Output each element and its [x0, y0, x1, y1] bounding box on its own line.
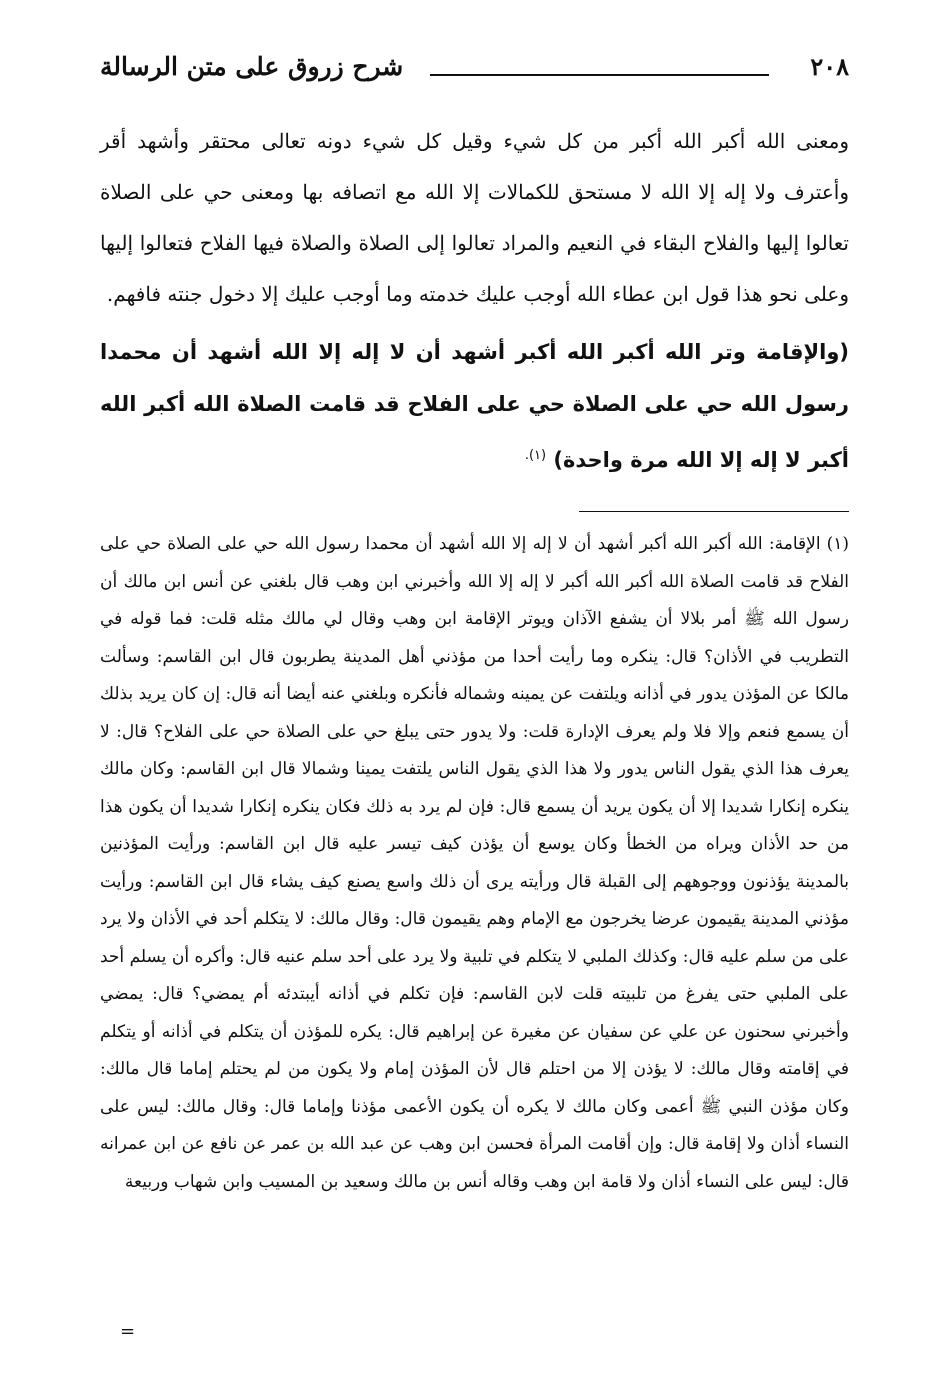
running-title: شرح زروق على متن الرسالة	[100, 52, 404, 81]
main-text	[100, 116, 849, 486]
footnote-reference: (١).	[524, 448, 547, 463]
footnote-1	[100, 526, 849, 1201]
footnote-marker: (١)	[826, 534, 849, 554]
footnote-separator	[579, 511, 849, 512]
page-number: ٢٠٨	[810, 52, 849, 81]
matn-text: (والإقامة وتر الله أكبر الله أكبر أشهد أن لا إله إلا الله أشهد أن محمدا رسول الله حي على الصلاة حي على الفلاح قد قامت الصلاة الله أكبر الله أكبر لا إله إلا الله مرة واحدة)	[100, 340, 849, 472]
page-header	[100, 52, 849, 96]
matn-paragraph	[100, 326, 849, 486]
footnotes	[100, 526, 849, 1201]
footnote-text: الإقامة: الله أكبر الله أكبر أشهد أن لا إله إلا الله أشهد أن محمدا رسول الله حي على الصلاة حي على الفلاح قد قامت الصلاة الله أكبر الله أكبر لا إله إلا الله وأخبرني ابن وهب قال بلغني عن أنس ابن مالك أن رسول الله ﷺ أمر بلالا أن يشفع الآذان ويوتر الإقامة ابن وهب وقال لي مالك مثله قلت: فما قوله في التطريب في الأذان؟ قال: ينكره وما رأيت أحدا من مؤذني أهل المدينة يطربون قال ابن القاسم: وسألت مالكا عن المؤذن يدور في أذانه ويلتفت عن يمينه وشماله فأنكره وبلغني عنه أيضا أنه قال: إن كان يريد بذلك أن يسمع فنعم وإلا فلا ولم يعرف الإدارة قلت: ولا يدور حتى يبلغ حي على الصلاة حي على الفلاح؟ قال: لا يعرف هذا الذي يقول الناس يدور ولا هذا الذي يقول الناس يلتفت يمينا وشمالا قال ابن القاسم: وكان مالك ينكره إنكارا شديدا إلا أن يكون يريد أن يسمع قال: فإن لم يرد به ذلك فكان ينكره إنكارا شديدا أن يكون هذا من حد الأذان ويراه من الخطأ وكان يوسع أن يؤذن كيف تيسر عليه قال ابن القاسم: ورأيت المؤذنين بالمدينة يؤذنون ووجوههم إلى القبلة قال ورأيته يرى أن ذلك واسع يصنع كيف يشاء قال ابن القاسم: ورأيت مؤذني المدينة يقيمون عرضا يخرجون مع الإمام وهم يقيمون قال: وقال مالك: لا يتكلم أحد في الأذان ولا يرد على من سلم عليه قال: وكذلك الملبي لا يتكلم في تلبية ولا يرد على أحد سلم عنيه قال: وأكره أن يسلم أحد على الملبي حتى يفرغ من تلبيته قلت لابن القاسم: فإن تكلم في أذانه أيبتدئه أم يمضي؟ قال: يمضي وأخبرني سحنون عن علي عن سفيان عن مغيرة عن إبراهيم قال: يكره للمؤذن أن يتكلم في أذانه أو يتكلم في إقامته وقال مالك: لا يؤذن إلا من احتلم قال لأن المؤذن إمام ولا يكون من لم يحتلم إماما قال مالك: وكان مؤذن النبي ﷺ أعمى وكان مالك لا يكره أن يكون الأعمى مؤذنا وإماما قال: وقال مالك: ليس على النساء أذان ولا إقامة قال: وإن أقامت المرأة فحسن ابن وهب عن عبد الله بن عمر عن نافع عن ابن عمرانه قال: ليس على النساء أذان ولا قامة ابن وهب وقاله أنس بن مالك وسعيد بن المسيب وابن شهاب وربيعة	[100, 534, 849, 1192]
continuation-mark: =	[120, 1321, 136, 1342]
header-rule	[430, 74, 769, 76]
commentary-paragraph: ومعنى الله أكبر الله أكبر من كل شيء وقيل كل شيء دونه تعالى محتقر وأشهد أقر وأعترف ولا إله إلا الله لا مستحق للكمالات إلا الله مع اتصافه بها ومعنى حي على الصلاة تعالوا إليها والفلاح البقاء في النعيم والمراد تعالوا إلى الصلاة والصلاة فيها الفلاح فتعالوا إليها وعلى نحو هذا قول ابن عطاء الله أوجب عليك خدمته وما أوجب عليك إلا دخول جنته فافهم.	[100, 129, 849, 306]
